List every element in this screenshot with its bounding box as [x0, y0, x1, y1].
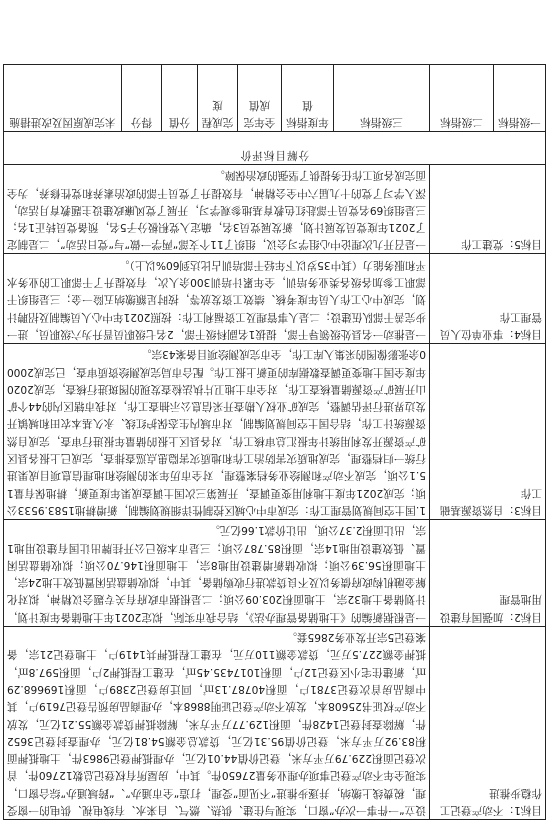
goal-label: 目标3：自然资源基础工作 — [430, 343, 546, 519]
header-annual-target: 年度指标值 — [282, 65, 334, 132]
goal-row — [3, 343, 545, 519]
header-level3-indicator: 三级指标 — [334, 65, 430, 132]
header-row — [3, 65, 545, 132]
goal-description: 一是根据新编的《土地储备管理办法》，结合我市实际，拟定2021年土地储备年度计划，计划储备土地32宗，土地面积203.09公顷；二是根据市政府有关专题会议精神，拟对化解金融机构政府债务以及不良贷款进行收购储备，其中，拟收储盘活闲置低效土地24宗，土地面积56.39公顷；拟收储新增建设用地8宗，土地面积146.70公顷；拟收储盘活闲置、低效建设用地14宗，面积85.787公顷；三是市本级已公开挂牌出让国有建设用地1宗，出让面积2.37公顷，出让价款1.66亿元。 — [3, 519, 429, 626]
goal-label: 目标1：不动产登记工作稳步推进 — [430, 626, 546, 819]
header-score: 得分 — [122, 65, 162, 132]
header-level1-indicator: 一级指标 — [494, 65, 546, 132]
goal-row — [3, 254, 545, 343]
section-title: 分解目标评价 — [3, 132, 545, 165]
goal-label: 目标5：党建工作 — [430, 165, 546, 254]
header-weight: 分值 — [162, 65, 198, 132]
goal-description: 设立“一件事一次办”窗口，实现与住建、供热、燃气、自来水、有线电视、供电的一窗受理，税费线上缴纳，并逐步推进“不见面”受理，打造“全市通办”、“跨域通办”综合窗口，实现全年不动产登记事项办理业务量27650件。其中，房屋所有权登记总数12760件，首次登记面积229.79万平方米，登记价值44.01亿元，办理抵押登记9863件，土地抵押面积83.92万平方米，登记价值95.31亿元，贷款总金额54.81亿元，办理查封登记3652件，解除查封登记1428件，面积129.77万平方米，解除抵押贷款金额55.21亿元，发放不动产权证书25608本，发放不动产登记证明8868本，办理商品房预告登记7619户，其中商品房首次登记3781户，面积40787.13㎡，回迁房登记2389户，面积169668.29㎡，新建住宅小区登记12户，面积1017435.45㎡，在建工程抵押2户，面积597.8㎡，抵押金额227.5万元，贷款金额110万元，在建工程抵押共1419户，土地登记21宗，备案登记5宗开发业务2865套。 — [3, 626, 429, 819]
header-reason-and-measures: 未完成原因及改进措施 — [3, 65, 121, 132]
header-level2-indicator: 二级指标 — [430, 65, 494, 132]
header-annual-actual: 全年完成值 — [238, 65, 282, 132]
goal-description: 1.国土空间规划管理工作：完成市中心城区控制性详细规划编制，新增耕地1583.9533公顷；完成2021年度土地利用变更调查，开展第三次国土调查成果年度更新，耕地保有量15.1公顷，完成不动产和测绘业务档案整理，对全市历年来的测绘和地理信息项目成果进行统一归档整理，完成地质灾害防治工作和地质灾害隐患点巡查排查，完成已上报各县区矿产资源开发利用统计年报汇总审核工作，对各县区上报的储量年报进行审查，完成自然资源统计工作，结合国土空间规划编制，对市域内生态保护红线、永久基本农田和城镇开发边界进行评估调整，完成矿业权人勘查开采信息公示抽查工作，对我市辖区内的44个矿山开展矿产资源储量核查工作，对全市土地卫片执法检查发现的图斑进行核查，完成2020年度全国土地变更调查数据库的更新上报工作。配合市局完成测绘资质审查，已完成20000余张影像图的采集入库工作，全市完成测绘项目备案43宗。 — [3, 343, 429, 519]
goal-description: 一是召开九次理论中心组学习会议，组织了11个支部“两学一做”与“党日活动”，二是制定了2021年度党员发展计划，新发展党员3名，确定入党积极分子5名，预备党员转正1名；三是组织69名党员干部赴红色教育基地参观学习，开展了党风廉政建设主题教育月活动，深入学习了党的十九届六中全会精神，有效提升了党员干部的政治素养和党性修养，为全面完成各项工作任务提供了坚强的政治保障。 — [3, 165, 429, 254]
goal-evaluation-table — [3, 64, 546, 820]
goal-row — [3, 519, 545, 626]
section-title-row — [3, 132, 545, 165]
goal-label: 目标2：加强国有建设用地管理 — [430, 519, 546, 626]
goal-row — [3, 626, 545, 819]
goal-description: 一是推动一名县处级领导干部，提拔1名副科级干部，2名七级职员晋升为六级职员，进一步完善干部队伍建设；二是人事管理及工资福利工作：按照2021年中心人员编制及招聘计划，完成中心工作人员年度考核、绩效工资发放等，按时足额缴纳五险一金；三是组织干部职工参加各级各类业务培训，全年累计培训300余人次，有效提升了干部职工的业务水平和服务能力（其中35岁以下年轻干部培训占比达到60%以上）。 — [3, 254, 429, 343]
goal-row — [3, 165, 545, 254]
goal-label: 目标4：事业单位人员管理工作 — [430, 254, 546, 343]
header-completion-degree: 完成程度 — [198, 65, 238, 132]
